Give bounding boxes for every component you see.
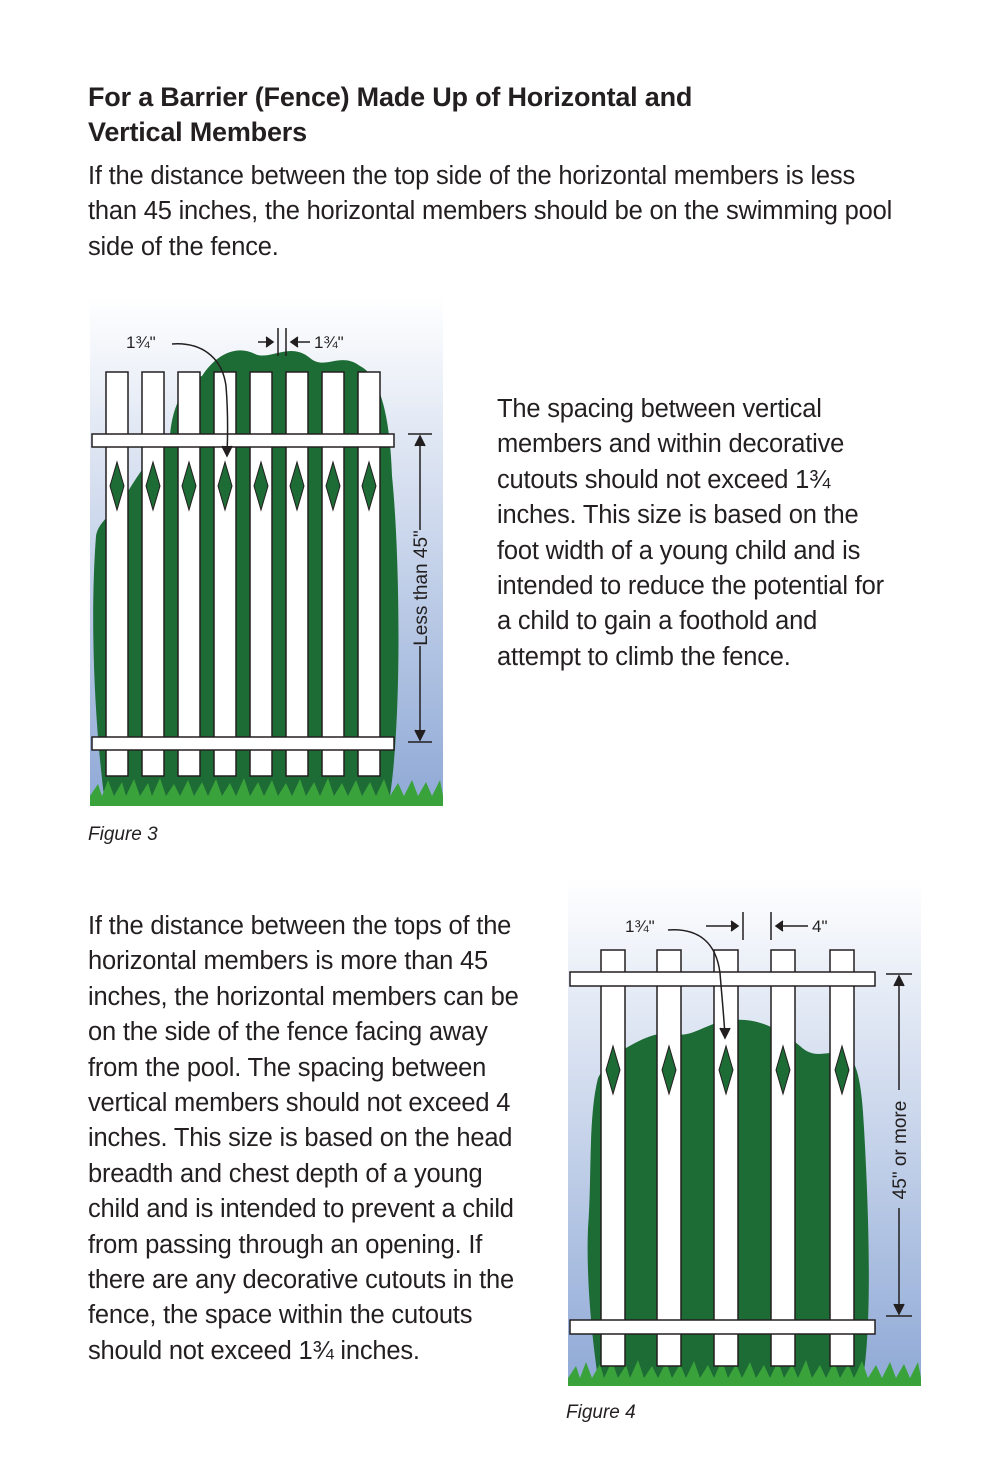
figure-4-side-label: 45" or more [890,1100,911,1200]
figure-4-illustration [568,878,921,1386]
intro-paragraph: If the distance between the top side of the horizontal members is less than 45 inches, the horizontal members should be on the swimming pool side of the fence. [88,162,893,261]
section-heading: For a Barrier (Fence) Made Up of Horizontal and Vertical Members [88,82,693,147]
figure-3-description: The spacing between vertical members and within decorative cutouts should not exceed 1¾ inches. This size is based on the foot width of a young child and is intended to reduce the potential for a child to gain a foothold and attempt to climb the fence. [497,395,884,671]
figure-3-illustration [90,296,443,806]
figure-4-description: If the distance between the tops of the horizontal members is more than 45 inches, the horizontal members can be on the side of the fence facing away from the pool. The spacing between vertical members should not exceed 4 inches. This size is based on the head breadth and chest depth of a young child and is intended to prevent a child from passing through an opening. If there are any decorative cutouts in the fence, the space within the cutouts should not exceed 1¾ inches. [88,912,519,1365]
figure-4-label-right: 4" [812,917,828,936]
figure-3-caption: Figure 3 [88,824,158,845]
figure-4-caption: Figure 4 [566,1402,636,1423]
figure-3-label-right: 1¾" [314,333,344,352]
figure-4-label-left: 1¾" [625,917,655,936]
figure-3-label-left: 1¾" [126,333,156,352]
figure-3-side-label: Less than 45" [411,530,432,646]
